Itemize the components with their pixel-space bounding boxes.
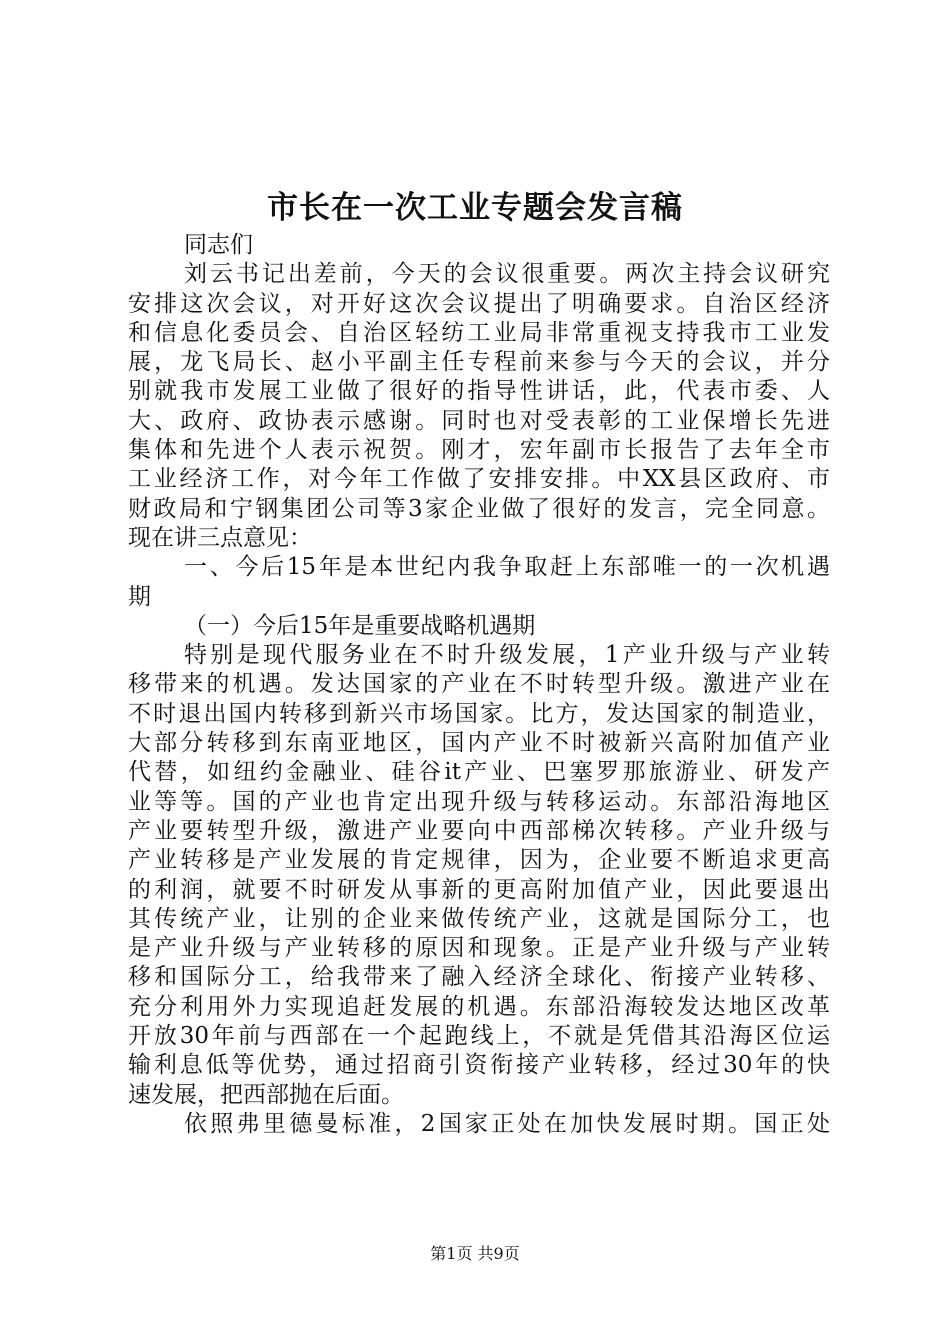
paragraph-line: 大部分转移到东南亚地区，国内产业不时被新兴高附加值产业 — [128, 730, 830, 757]
section-heading-line: 期 — [128, 583, 151, 610]
paragraph-line: 开放30年前与西部在一个起跑线上，不就是凭借其沿海区位运 — [128, 1023, 830, 1050]
subsection-heading: （一）今后15年是重要战略机遇期 — [184, 612, 536, 639]
paragraph-line: 其传统产业，让别的企业来做传统产业，这就是国际分工，也 — [128, 905, 830, 932]
paragraph-line: 速发展，把西部抛在后面。 — [128, 1081, 404, 1108]
paragraph-line: 业等等。国的产业也肯定出现升级与转移运动。东部沿海地区 — [128, 788, 830, 815]
paragraph-line: 展，龙飞局长、赵小平副主任专程前来参与今天的会议，并分 — [128, 349, 830, 376]
paragraph-line: 和信息化委员会、自治区轻纺工业局非常重视支持我市工业发 — [128, 319, 830, 346]
paragraph-line: 现在讲三点意见： — [128, 524, 312, 551]
paragraph-line: 工业经济工作，对今年工作做了安排安排。中XX县区政府、市 — [128, 466, 830, 493]
paragraph-line: 的利润，就要不时研发从事新的更高附加值产业，因此要退出 — [128, 876, 830, 903]
paragraph-line: 别就我市发展工业做了很好的指导性讲话，此，代表市委、人 — [128, 378, 830, 405]
paragraph-line: 不时退出国内转移到新兴市场国家。比方，发达国家的制造业， — [128, 700, 830, 727]
salutation-line: 同志们 — [184, 232, 253, 258]
section-heading-line: 一、今后15年是本世纪内我争取赶上东部唯一的一次机遇 — [184, 554, 830, 581]
paragraph-line: 移和国际分工，给我带来了融入经济全球化、衔接产业转移、 — [128, 964, 830, 991]
paragraph-line: 特别是现代服务业在不时升级发展，1产业升级与产业转 — [184, 642, 830, 669]
paragraph-line: 代替，如纽约金融业、硅谷it产业、巴塞罗那旅游业、研发产 — [128, 759, 830, 786]
paragraph-line: 集体和先进个人表示祝贺。刚才，宏年副市长报告了去年全市 — [128, 437, 830, 464]
paragraph-line: 产业转移是产业发展的肯定规律，因为，企业要不断追求更高 — [128, 847, 830, 874]
document-title: 市长在一次工业专题会发言稿 — [267, 190, 683, 226]
paragraph-line: 充分利用外力实现追赶发展的机遇。东部沿海较发达地区改革 — [128, 993, 830, 1020]
paragraph-line: 输利息低等优势，通过招商引资衔接产业转移，经过30年的快 — [128, 1052, 830, 1079]
paragraph-line: 财政局和宁钢集团公司等3家企业做了很好的发言，完全同意。 — [128, 495, 830, 522]
paragraph-line: 安排这次会议，对开好这次会议提出了明确要求。自治区经济 — [128, 290, 830, 317]
paragraph-line: 产业要转型升级，激进产业要向中西部梯次转移。产业升级与 — [128, 817, 830, 844]
paragraph-line: 大、政府、政协表示感谢。同时也对受表彰的工业保增长先进 — [128, 407, 830, 434]
paragraph-line: 移带来的机遇。发达国家的产业在不时转型升级。激进产业在 — [128, 671, 830, 698]
document-body — [128, 231, 830, 1139]
paragraph-line: 是产业升级与产业转移的原因和现象。正是产业升级与产业转 — [128, 935, 830, 962]
paragraph-line: 依照弗里德曼标准，2国家正处在加快发展时期。国正处 — [184, 1110, 830, 1137]
page-footer: 第1页 共9页 — [430, 1244, 520, 1263]
paragraph-line: 刘云书记出差前，今天的会议很重要。两次主持会议研究 — [184, 261, 830, 288]
